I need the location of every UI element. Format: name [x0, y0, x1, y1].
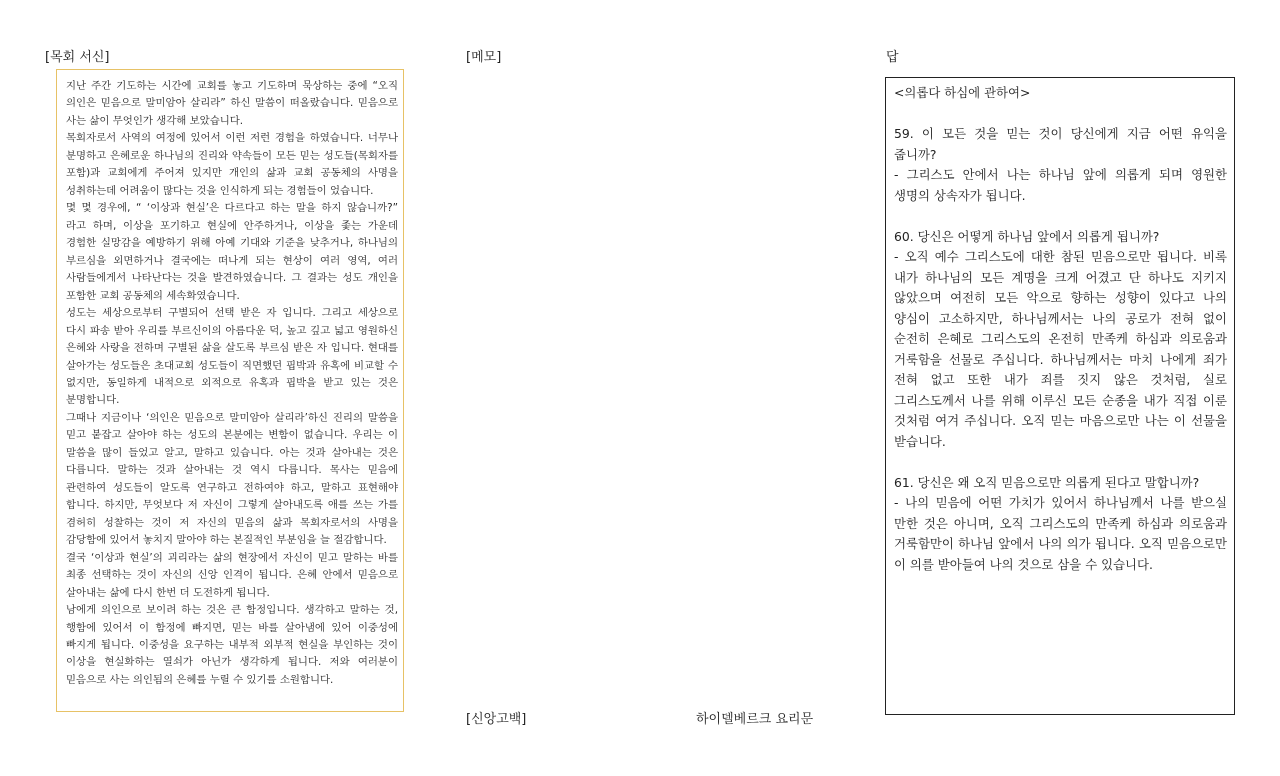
pastor-letter-heading: [목회 서신] — [45, 50, 110, 65]
catechism-item — [894, 124, 1227, 206]
catechism-answer-box — [885, 77, 1235, 715]
catechism-question: 59. 이 모든 것을 믿는 것이 당신에게 지금 어떤 유익을 줍니까? — [894, 126, 1227, 162]
memo-heading: [메모] — [466, 50, 502, 65]
pastor-letter-paragraph: 지난 주간 기도하는 시간에 교회를 놓고 기도하며 묵상하는 중에 “오직 의인은 믿음으로 말미암아 살리라” 하신 말씀이 떠올랐습니다. 믿음으로 사는 삶이 무엇인가 생각해 보았습니다. — [66, 80, 398, 127]
pastor-letter-paragraph: 성도는 세상으로부터 구별되어 선택 받은 자 입니다. 그리고 세상으로 다시 파송 받아 우리를 부르신이의 아름다운 덕, 높고 깊고 넓고 영원하신 은혜와 사랑을 전하며 구별된 삶을 살도록 부르심 받은 자 입니다. 현대를 살아가는 성도들은 초대교회 성도들이 직면했던 핍박과 유혹에 비교할 수 없지만, 동일하게 내적으로 외적으로 유혹과 핍박을 받고 있는 것은 분명합니다. — [66, 307, 398, 407]
catechism-question: 60. 당신은 어떻게 하나님 앞에서 의롭게 됩니까? — [894, 228, 1160, 244]
catechism-question: 61. 당신은 왜 오직 믿음으로만 의롭게 된다고 말합니까? — [894, 474, 1200, 490]
pastor-letter-box — [56, 69, 404, 712]
catechism-answer: - 나의 믿음에 어떤 가치가 있어서 하나님께서 나를 받으실 만한 것은 아니며, 오직 그리스도의 만족케 하심과 의로움과 거룩함만이 하나님 앞에서 나의 의가 됩니다. 오직 믿음으로만 이 의를 받아들여 나의 것으로 삼을 수 있습니다. — [894, 495, 1227, 572]
confession-label: [신앙고백] — [466, 712, 527, 727]
answer-heading: 답 — [886, 50, 899, 65]
pastor-letter-paragraph: 결국 ‘이상과 현실’의 괴리라는 삶의 현장에서 자신이 믿고 말하는 바를 최종 선택하는 것이 자신의 신앙 인격이 됩니다. 은혜 안에서 믿음으로 살아내는 삶에 다시 한번 더 도전하게 됩니다. — [66, 551, 398, 599]
pastor-letter-paragraph: 그때나 지금이나 ‘의인은 믿음으로 말미암아 살리라’하신 진리의 말씀을 믿고 붙잡고 살아야 하는 성도의 본분에는 변함이 없습니다. 우리는 이 말씀을 많이 들었고 알고, 말하고 있습니다. 아는 것과 살아내는 것은 다릅니다. 말하는 것과 살아내는 것 역시 다릅니다. 목사는 믿음에 관련하여 성도들이 알도록 연구하고 전하여야 하고, 말하고 표현해야 합니다. 하지만, 무엇보다 저 자신이 그렇게 살아내도록 애를 쓰는 가를 겸허히 성찰하는 것이 저 자신의 믿음의 삶과 목회자로서의 사명을 감당함에 있어서 놓치지 말아야 하는 본질적인 부분임을 늘 절감합니다. — [66, 411, 398, 547]
catechism-item — [894, 227, 1227, 453]
catechism-answer: - 그리스도 안에서 나는 하나님 앞에 의롭게 되며 영원한 생명의 상속자가 됩니다. — [894, 167, 1227, 203]
catechism-label: 하이델베르크 요리문 — [696, 712, 814, 727]
pastor-letter-paragraph: 몇 몇 경우에, “ ‘이상과 현실’은 다르다고 하는 말을 하지 않습니까?” 라고 하며, 이상을 포기하고 현실에 안주하거나, 이상을 좇는 가운데 경험한 실망감을 예방하기 위해 아예 기대와 기준을 낮추거나, 하나님의 부르심을 외면하거나 결국에는 떠나게 되는 현상이 여러 영역, 여러 사람들에게서 나타난다는 것을 발견하였습니다. 그 결과는 성도 개인을 포함한 교회 공동체의 세속화였습니다. — [66, 202, 398, 302]
pastor-letter-paragraph: 남에게 의인으로 보이려 하는 것은 큰 함정입니다. 생각하고 말하는 것, 행함에 있어서 이 함정에 빠지면, 믿는 바를 살아냄에 있어 이중성에 빠지게 됩니다. 이중성을 요구하는 내부적 외부적 현실을 부인하는 것이 이상을 현실화하는 열쇠가 아닌가 생각하게 됩니다. 저와 여러분이 믿음으로 사는 의인됨의 은혜를 누릴 수 있기를 소원합니다. — [66, 604, 398, 686]
catechism-answer: - 오직 예수 그리스도에 대한 참된 믿음으로만 됩니다. 비록 내가 하나님의 모든 계명을 크게 어겼고 단 하나도 지키지 않았으며 여전히 모든 악으로 향하는 성향이 있다고 나의 양심이 고소하지만, 하나님께서는 나의 공로가 전혀 없이 순전히 은혜로 그리스도의 온전히 만족케 하심과 의로움과 거룩함을 선물로 주십니다. 하나님께서는 마치 나에게 죄가 전혀 없고 또한 내가 죄를 짓지 않은 것처럼, 실로 그리스도께서 나를 위해 이루신 모든 순종을 내가 직접 이룬 것처럼 여겨 주십니다. 오직 믿는 마음으로만 나는 이 선물을 받습니다. — [894, 249, 1227, 449]
pastor-letter-paragraph: 목회자로서 사역의 여정에 있어서 이런 저런 경험을 하였습니다. 너무나 분명하고 은혜로운 하나님의 진리와 약속들이 모든 믿는 성도들(목회자를 포함)과 교회에게 주어져 있지만 개인의 삶과 교회 공동체의 사명을 성취하는데 어려움이 많다는 것을 인식하게 되는 경험들이 었습니다. — [66, 132, 398, 197]
catechism-item — [894, 473, 1227, 576]
catechism-section-title: <의롭다 하심에 관하여> — [894, 85, 1031, 100]
